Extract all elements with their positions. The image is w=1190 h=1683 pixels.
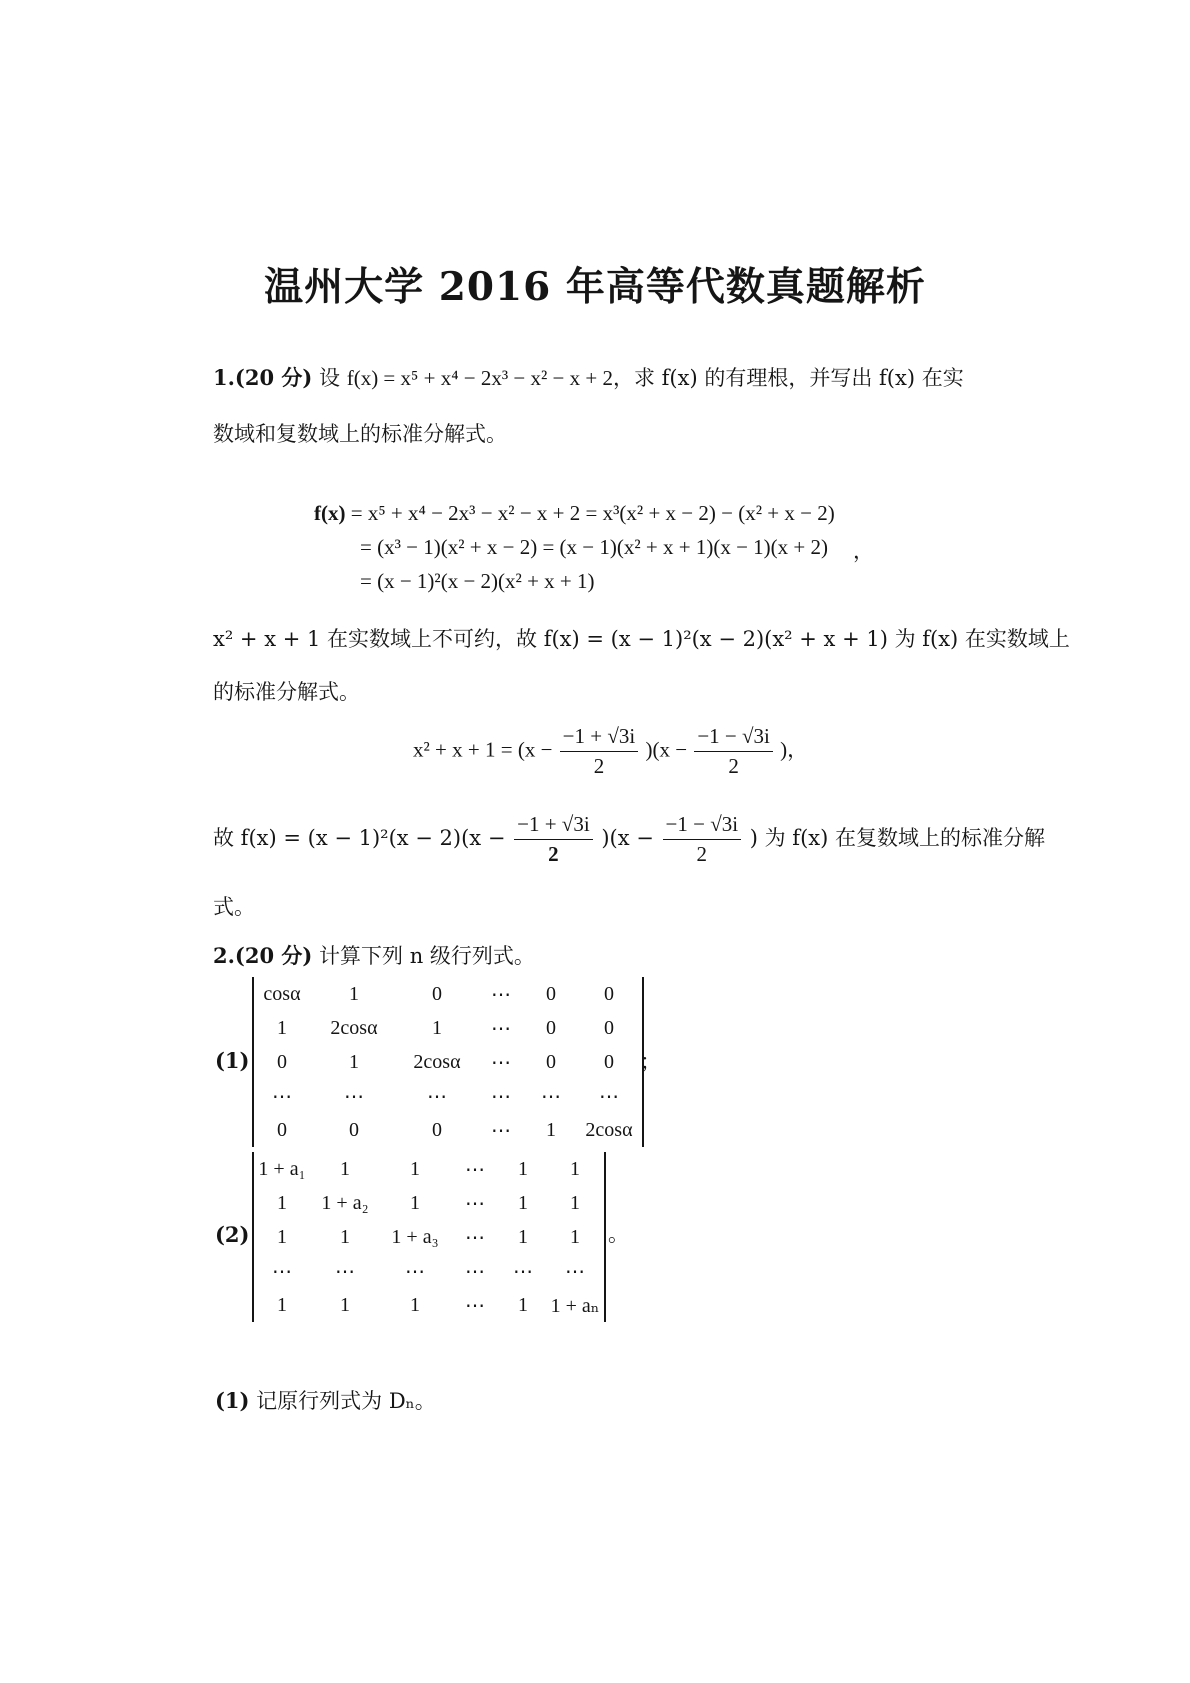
complex-root-fraction-2	[663, 812, 742, 867]
solution-1-eq-1-rhs: = x⁵ + x⁴ − 2x³ − x² − x + 2 = x³(x² + x − 2) − (x² + x − 2)	[345, 501, 835, 525]
question-1-formula: f(x) = x⁵ + x⁴ − 2x³ − x² − x + 2，	[346, 366, 634, 390]
det2-cell: 1	[277, 1225, 287, 1248]
det1-row	[254, 1113, 642, 1147]
det1-cell: 0	[277, 1118, 287, 1141]
det1-cell: 1	[349, 1050, 359, 1073]
det2-cell: ⋯	[272, 1260, 292, 1283]
det2-cell: ⋯	[465, 1294, 485, 1317]
det1-cell: ⋯	[491, 1051, 511, 1074]
determinant-2-label: (2)	[215, 1222, 250, 1247]
complex-root-fraction-1-denominator: 2	[548, 842, 559, 866]
determinant-2-grid	[254, 1152, 604, 1322]
question-1-task: 求 f(x) 的有理根，并写出 f(x) 在实	[633, 366, 964, 390]
question-2-head: 2.(20 分)	[213, 943, 313, 968]
det2-cell: 1	[570, 1191, 580, 1214]
determinant-1-label: (1)	[215, 1048, 250, 1073]
det1-cell: ⋯	[541, 1085, 561, 1108]
solution-1-eq-2	[360, 535, 828, 560]
page-title: 温州大学 2016 年高等代数真题解析	[264, 264, 926, 310]
det2-row	[254, 1220, 604, 1254]
root-fraction-1	[560, 724, 639, 779]
root-fraction-2-denominator: 2	[728, 754, 739, 778]
det1-row	[254, 1045, 642, 1079]
det1-cell: 0	[432, 1118, 442, 1141]
root-fraction-2-numerator: −1 − √3i	[694, 724, 773, 752]
root-fraction-1-numerator: −1 + √3i	[560, 724, 639, 752]
det2-cell: 1	[570, 1157, 580, 1180]
solution-1-text-3-start: 故 f(x) = (x − 1)²(x − 2)(x −	[213, 826, 506, 850]
det2-cell: 1	[277, 1191, 287, 1214]
complex-root-fraction-2-denominator: 2	[696, 842, 708, 866]
question-2-line	[213, 940, 535, 970]
solution-1-text-2: 的标准分解式。	[213, 680, 360, 704]
question-1-line-2: 数域和复数域上的标准分解式。	[213, 422, 507, 446]
det1-cell: 1	[349, 982, 359, 1005]
det2-cell: 1	[277, 1293, 287, 1316]
det1-cell: 2cosα	[330, 1016, 378, 1039]
question-1-intro: 设	[312, 366, 347, 390]
solution-1-text-3-end: ) 为 f(x) 在复数域上的标准分解	[749, 826, 1045, 850]
det2-cell: 1 + a₃	[391, 1225, 439, 1248]
det1-cell: 0	[604, 1016, 614, 1039]
det1-cell: 1	[546, 1118, 556, 1141]
det2-cell: ⋯	[513, 1260, 533, 1283]
det1-cell: 0	[349, 1118, 359, 1141]
det2-cell: 1	[518, 1293, 528, 1316]
complex-root-fraction-1	[514, 812, 593, 867]
det1-cell: ⋯	[599, 1085, 619, 1108]
det1-cell: 2cosα	[413, 1050, 461, 1073]
det2-cell: 1 + aₙ	[550, 1294, 600, 1317]
determinant-2	[252, 1152, 606, 1322]
det1-cell: 0	[604, 1050, 614, 1073]
solution-2-line	[215, 1385, 436, 1415]
solution-1-text-3-mid: )(x −	[601, 826, 654, 850]
complex-root-fraction-2-numerator: −1 − √3i	[663, 812, 742, 840]
det2-cell: 1	[340, 1225, 350, 1248]
solution-1-text-3	[213, 812, 1045, 867]
det1-cell: ⋯	[344, 1085, 364, 1108]
det1-row	[254, 977, 642, 1011]
determinant-1	[252, 977, 644, 1147]
det2-row	[254, 1254, 604, 1288]
det1-cell: cosα	[263, 982, 301, 1005]
determinant-1-end: ；	[640, 1050, 661, 1074]
det1-cell: 1	[277, 1016, 287, 1039]
det2-cell: ⋯	[465, 1192, 485, 1215]
det1-cell: 0	[277, 1050, 287, 1073]
det1-cell: ⋯	[491, 1085, 511, 1108]
det2-cell: 1 + a₂	[321, 1191, 369, 1214]
det2-cell: 1	[340, 1293, 350, 1316]
det2-cell: 1	[518, 1157, 528, 1180]
solution-1-eq-2-tail: ，	[853, 539, 874, 563]
solution-1-eq-4-mid: )(x −	[645, 737, 688, 762]
solution-1-eq-3: = (x − 1)²(x − 2)(x² + x + 1)	[360, 569, 595, 593]
det2-cell: ⋯	[405, 1260, 425, 1283]
solution-2-text: 记原行列式为 Dₙ。	[249, 1389, 436, 1413]
det2-cell: 1	[410, 1191, 420, 1214]
det1-cell: 0	[546, 1016, 556, 1039]
det2-cell: 1	[410, 1293, 420, 1316]
solution-1-eq-4-lhs: x² + x + 1 = (x −	[413, 737, 553, 762]
det2-cell: 1 + a₁	[258, 1157, 306, 1180]
det2-row	[254, 1288, 604, 1322]
det1-cell: 1	[432, 1016, 442, 1039]
question-2-text: 计算下列 n 级行列式。	[312, 944, 535, 968]
determinant-2-end: 。	[608, 1222, 629, 1246]
complex-root-fraction-1-numerator: −1 + √3i	[514, 812, 593, 840]
det2-cell: 1	[570, 1225, 580, 1248]
det2-cell: 1	[518, 1225, 528, 1248]
solution-1-text-1: x² + x + 1 在实数域上不可约，故 f(x) = (x − 1)²(x − 2)(x² + x + 1) 为 f(x) 在实数域上	[213, 627, 1070, 651]
det2-cell: ⋯	[565, 1260, 585, 1283]
solution-1-text-4: 式。	[213, 895, 255, 919]
solution-1-eq-1-lhs: f(x)	[314, 501, 346, 525]
solution-1-eq-4-end: )，	[780, 737, 809, 762]
det1-cell: 0	[546, 1050, 556, 1073]
det1-cell: 0	[546, 982, 556, 1005]
solution-1-eq-4	[413, 724, 808, 779]
solution-1-eq-1	[314, 501, 835, 526]
det1-cell: 2cosα	[585, 1118, 633, 1141]
det1-row	[254, 1079, 642, 1113]
det1-row	[254, 1011, 642, 1045]
root-fraction-1-denominator: 2	[593, 754, 605, 778]
determinant-1-grid	[254, 977, 642, 1147]
det2-cell: ⋯	[335, 1260, 355, 1283]
det1-cell: ⋯	[491, 983, 511, 1006]
root-fraction-2	[694, 724, 773, 779]
det1-cell: ⋯	[491, 1119, 511, 1142]
det2-row	[254, 1186, 604, 1220]
det2-cell: 1	[340, 1157, 350, 1180]
det1-cell: 0	[604, 982, 614, 1005]
det1-cell: 0	[432, 982, 442, 1005]
det1-cell: ⋯	[272, 1085, 292, 1108]
det1-cell: ⋯	[427, 1085, 447, 1108]
question-1-line-1	[213, 362, 964, 392]
det2-cell: 1	[410, 1157, 420, 1180]
det2-cell: ⋯	[465, 1158, 485, 1181]
question-1-head: 1.(20 分)	[213, 365, 313, 390]
det2-cell: ⋯	[465, 1260, 485, 1283]
solution-1-eq-2-rhs: = (x³ − 1)(x² + x − 2) = (x − 1)(x² + x + 1)(x − 1)(x + 2)	[360, 535, 828, 559]
det2-row	[254, 1152, 604, 1186]
det2-cell: 1	[518, 1191, 528, 1214]
det2-cell: ⋯	[465, 1226, 485, 1249]
solution-2-label: (1)	[215, 1388, 250, 1413]
det1-cell: ⋯	[491, 1017, 511, 1040]
